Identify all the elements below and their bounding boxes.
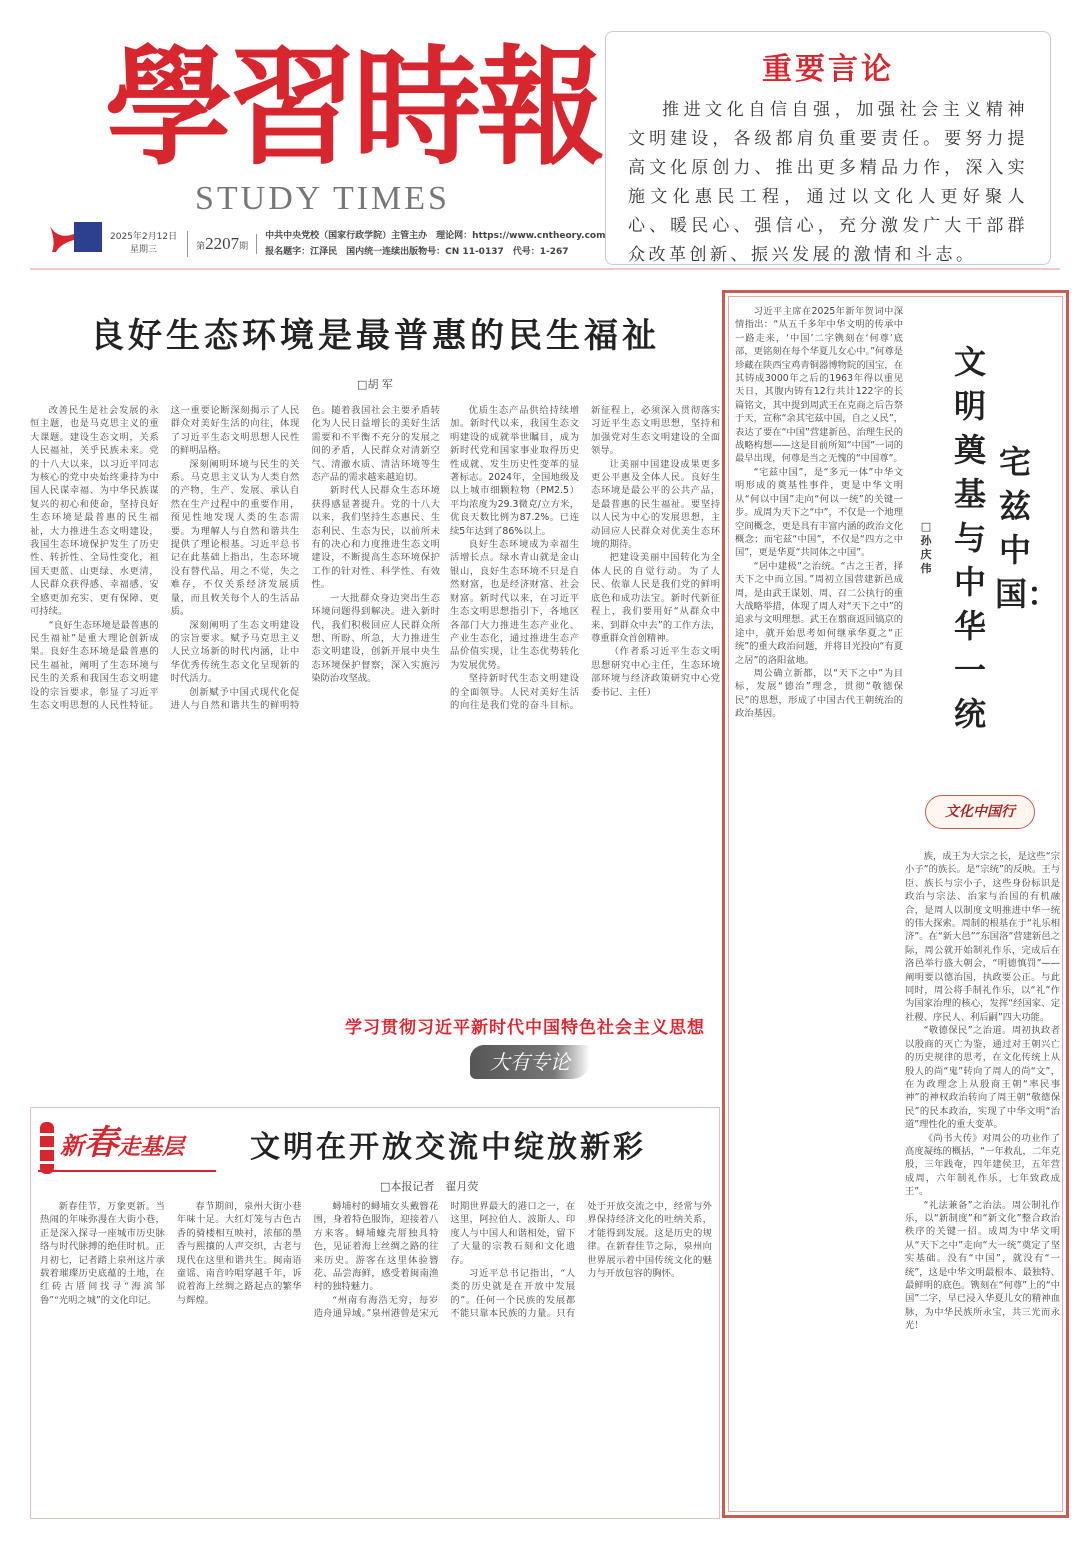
paragraph: “礼法兼备”之治法。周公制礼作乐，以“新制度”和“新文化”整合政治秩序的关键一招。成周为中华文明从“天下之中”走向“大一统”奠定了坚实基础。没有“中国”，就没有“一统”，这是中华文明最根本、最独特、最鲜明的底色。镌刻在“何尊”上的“中国”二字，早已浸入华夏儿女的精神血脉，为中华民族所永宝，共三光而永光！: [905, 1199, 1060, 1332]
paragraph: 创新赋予中国式现代化促进人与自然和谐共生的鲜明特色。随着我国社会主要矛盾转化为人民日益增长的美好生活需要和不平衡不充分的发展之间的矛盾，人民群众对清新空气、清澈水质、清洁环境等生态产品的需求越来越迫切。: [170, 405, 440, 711]
paragraph: 一大批群众身边突出生态环境问题得到解决。进入新时代，我们积极回应人民群众所想、所盼、所急，大力推进生态文明建设，创新开展中央生态环境保护督察，深入实施污染防治攻坚战。: [311, 592, 440, 685]
issue-date: [110, 231, 188, 257]
masthead-info-bar: [110, 226, 605, 262]
issue-prefix: 第: [196, 242, 206, 252]
emblem-block: [74, 222, 102, 252]
paragraph: “敬德保民”之治道。周初执政者以殷商的灭亡为鉴，通过对王朝兴亡的历史规律的思考，在文化传统上从殷人的尚“鬼”转向了周人的尚“文”，在为政理念上从殷商王朝“率民事神”的神权政治转向了周王朝“敬德保民”的民本政治，实现了中华文明“治道”理性化的重大变革。: [905, 1025, 1060, 1131]
paragraph: 改善民生是社会发展的永恒主题，也是马克思主义的重大课题。建设生态文明，关系人民福祉，关乎民族未来。党的十八大以来，以习近平同志为核心的党中央始终秉持为中国人民谋幸福、为中华民族谋复兴的初心和使命，坚持良好生态环境是最普惠的民生福祉，大力推进生态文明建设，我国生态环境保护发生了历史性、转折性、全局性变化，祖国天更蓝、山更绿、水更清，人民群众获得感、幸福感、安全感更加充实、更有保障、更可持续。: [30, 405, 159, 618]
slogan-banner: 学习贯彻习近平新时代中国特色社会主义思想: [345, 1018, 705, 1038]
article1-byline: □胡 军: [357, 378, 393, 391]
article3-body-top: [735, 305, 903, 895]
paragraph: 习近平总书记指出，“人类的历史就是在开放中发展的”。任何一个民族的发展都不能只靠本民族的力量。只有处于开放交流之中，经常与外界保持经济文化的吐纳关系，才能得到发展。这是历史的规律。在新春佳节之际，泉州向世界展示着中国传统文化的魅力与开放包容的胸怀。: [450, 1201, 712, 1320]
website-link[interactable]: 理论网：https://www.cntheory.com: [436, 231, 606, 241]
calligraphy-credit: 报名题字：江泽民: [265, 247, 338, 257]
column-logo-part: 春: [84, 1123, 118, 1163]
issue-suffix: 期: [239, 242, 249, 252]
paragraph: “良好生态环境是最普惠的民生福祉”是重大理论创新成果。良好生态环境是最普惠的民生福祉，阐明了生态环境与民生的关系和我国生态文明建设的宗旨要求，彰显了习近平生态文明思想的人民性特征。这一重要论断深刻揭示了人民群众对美好生活的向往，体现了习近平生态文明思想人民性的鲜明品格。: [30, 405, 300, 711]
issue-number: [188, 234, 257, 254]
important-remarks-box: [605, 31, 1051, 265]
publication-meta: [257, 228, 605, 260]
paragraph: 良好生态环境成为幸福生活增长点。绿水青山就是金山银山，良好生态环境不只是自然财富，也是经济财富、社会财富。新时代以来，在习近平生态文明思想指引下，各地区各部门大力推进生态产业化、产业生态化，通过推进生态产品价值实现，让生态优势转化为发展优势。: [450, 539, 579, 671]
article3-byline: □孙庆伟: [920, 520, 932, 575]
paragraph: 习近平主席在2025年新年贺词中深情指出：“从五千多年中华文明的传承中一路走来，‘中国’二字镌刻在‘何尊’底部，更铭刻在每个华夏儿女心中。”何尊是珍藏在陕西宝鸡青铜器博物院的国宝，在其铸成3000年之后的1963年得以重见天日，其腹内铸有12行共计122字的长篇铭文，其中提到周武王在克商之后告祭于天，宣称“余其宅兹中国，自之乂民”，表达了要在“中国”营建新邑、治理生民的战略构想——这是目前所知“中国”一词的最早出现，何尊是当之无愧的“中国尊”。: [735, 306, 903, 465]
paragraph: 周公确立新都，以“天下之中”为目标，发展“德治”理念，贯彻“敬德保民”的思想，形成了中国古代王朝统治的政治基因。: [735, 667, 903, 720]
paragraph: 蟳埔村的蟳埔女头戴簪花围，身着特色服饰，迎接着八方来客。蟳埔蠔壳厝独具特色，见证着海上丝绸之路的往来历史。游客在这里体验簪花、品尝海鲜，感受着闽南渔村的独特魅力。: [313, 1201, 439, 1293]
article1-body-right: [450, 404, 720, 1022]
newspaper-logo: 學習時報: [105, 33, 602, 183]
article1-headline[interactable]: 良好生态环境是最普惠的民生福祉: [90, 316, 660, 356]
paragraph: 把建设美丽中国转化为全体人民的自觉行动。为了人民、依靠人民是我们党的鲜明底色和成功法宝。新时代新征程上，我们要用好“从群众中来、到群众中去”的工作方法，尊重群众首创精神。: [591, 552, 720, 644]
article2-body: [40, 1200, 712, 1510]
paragraph: 优质生态产品供给持续增加。新时代以来，我国生态文明建设的成就举世瞩目，成为新时代党和国家事业取得历史性成就、发生历史性变革的显著标志。2024年，全国地级及以上城市细颗粒物（PM2.5）平均浓度为29.3微克/立方米，优良天数比例为87.2%。已连续5年达到了86%以上。: [450, 405, 579, 537]
issue-number-value: 2207: [205, 234, 240, 253]
important-remarks-text: 推进文化自信自强，加强社会主义精神文明建设，各级都肩负重要责任。要努力提高文化原创力、推出更多精品力作，深入实施文化惠民工程，通过以文化人更好聚人心、暖民心、强信心，充分激发广大干部群众改革创新、振兴发展的激情和斗志。: [628, 100, 1028, 265]
cn-number: 国内统一连续出版物号：CN 11-0137: [346, 247, 504, 257]
paragraph: “居中建极”之治统。“古之王者，择天下之中而立国。”周初立国营建新邑成周，是由武王谋划、周、召二公执行的重大战略举措，体现了周人对“天下之中”的追求与文明理想。武王在翦商返回镐京的途中，就开始思考如何继承华夏之“正统”的重大政治问题，并将目光投向“有夏之居”的洛阳盆地。: [735, 560, 903, 666]
paragraph: （作者系习近平生态文明思想研究中心主任，生态环境部环境与经济政策研究中心党委书记、主任）: [591, 646, 720, 698]
paragraph: 深刻阐明了生态文明建设的宗旨要求。赋予马克思主义人民立场新的时代内涵，让中华优秀传统生态文化呈现新的时代活力。: [170, 619, 300, 685]
paragraph: 深刻阐明环境与民生的关系。马克思主义认为人类自然的产物，生产、发展、承认自然在生产过程中的重要作用，预见性地发现人类的生态需要。为理解人与自然和谐共生提供了理论根基。习近平总书记在此基础上指出，生态环境没有替代品，用之不觉，失之难存，不仅关系经济发展质量，而且攸关每个人的生活品质。: [170, 458, 300, 618]
paragraph: 《尚书大传》对周公的功业作了高度凝练的概括，“一年救乱，二年克殷，三年践奄，四年建侯卫，五年营成周，六年制礼作乐，七年致政成王”。: [905, 1132, 1060, 1198]
paragraph: “宅兹中国”，是“多元一体”中华文明形成的奠基性事件，更是中华文明从“何以中国”走向“何以一统”的关键一步。成周为天下之“中”，不仅是一个地理空间概念，更是具有丰富内涵的政治文化概念；而宅兹“中国”，不仅是“四方之中国”，更是华夏“共同体之中国”。: [735, 466, 903, 559]
article3-headline-main[interactable]: 文明奠基与中华一统: [953, 343, 986, 733]
paragraph: 坚持新时代生态文明建设的全面领导。人民对美好生活的向往是我们党的奋斗目标。新征程上，必须深入贯彻落实习近平生态文明思想，坚持和加强党对生态文明建设的全面领导。: [450, 405, 720, 711]
article3-headline-sub[interactable]: 宅兹中国：: [995, 443, 1060, 613]
date-text: 2025年2月12日: [110, 232, 178, 242]
article1-body-left: [30, 404, 440, 1004]
article3-body-bottom: [905, 850, 1060, 1510]
newspaper-english-name: STUDY TIMES: [195, 180, 450, 217]
paragraph: 让美丽中国建设成果更多更公平惠及全体人民。良好生态环境是最公平的公共产品，是最普惠的民生福祉。要坚持以人民为中心的发展思想，主动回应人民群众对优美生态环境的期待。: [591, 458, 720, 551]
article2-byline: □本报记者 翟月荧: [380, 1180, 479, 1193]
column-logo-part: 新: [60, 1132, 84, 1160]
important-remarks-title: 重要言论: [762, 52, 894, 87]
paragraph: “州南有海浩无穷，每岁造舟通异域。”泉州港曾是宋元时期世界最大的港口之一，在这里，阿拉伯人、波斯人、印度人与中国人和谐相处，留下了大量的宗教石刻和文化遗存。: [313, 1201, 576, 1320]
weekday-text: 星期三: [130, 245, 158, 255]
paragraph: 族，成王为大宗之长，是这些“宗小子”的族长。是“宗统”的反映。王与臣、族长与宗小子，这些身份标识是政治与宗法、治家与治国的有机融合，是周人以制度文明推进中华一统的伟大探索。周制的根基在于“礼乐相济”。在“新大邑”“东国洛”营建新邑之际，周公就开始制礼作乐，完成后在洛邑举行盛大朝会，“明德慎罚”——阐明要以德治国，执政要公正。与此同时，周公将手制礼作乐，以“礼”作为国家治理的核心，发挥“经国家、定社稷、序民人、利后嗣”四大功能。: [905, 851, 1060, 1023]
emblem-icon: [48, 222, 74, 252]
article2-headline[interactable]: 文明在开放交流中绽放新彩: [250, 1130, 646, 1165]
paragraph: 新时代人民群众生态环境获得感显著提升。党的十八大以来，我们坚持生态惠民、生态利民、生态为民，以前所未有的决心和力度推进生态文明建设，不断提高生态环境保护工作的针对性、科学性、有效性。: [311, 485, 440, 591]
column-stamp: 大有专论: [470, 1045, 590, 1079]
culture-china-tour-badge: 文化中国行: [925, 795, 1035, 829]
column-logo-new-spring: [38, 1120, 216, 1172]
column-logo-part: 走基层: [118, 1135, 185, 1160]
paragraph: 新春佳节，万象更新。当热闹的年味弥漫在大街小巷，正是深入探寻一座城市历史脉络与时代脉搏的绝佳时机。正月初七，记者踏上泉州这片承载着璀璨历史底蕴的土地，在红砖古厝间找寻“海滨邹鲁”“光明之城”的文化印记。: [40, 1201, 165, 1306]
postal-code: 代号：1-267: [512, 247, 569, 257]
paragraph: 春节期间，泉州大街小巷年味十足。大红灯笼与古色古香的骑楼相互映衬，浓郁的墨香与熙攘的人声交织，古老与现代在这里和谐共生。闽南语童谣、南音吟唱穿越千年，诉说着海上丝绸之路起点的繁华与辉煌。: [176, 1201, 302, 1306]
sponsor-text: 中共中央党校（国家行政学院）主管主办: [265, 231, 428, 241]
